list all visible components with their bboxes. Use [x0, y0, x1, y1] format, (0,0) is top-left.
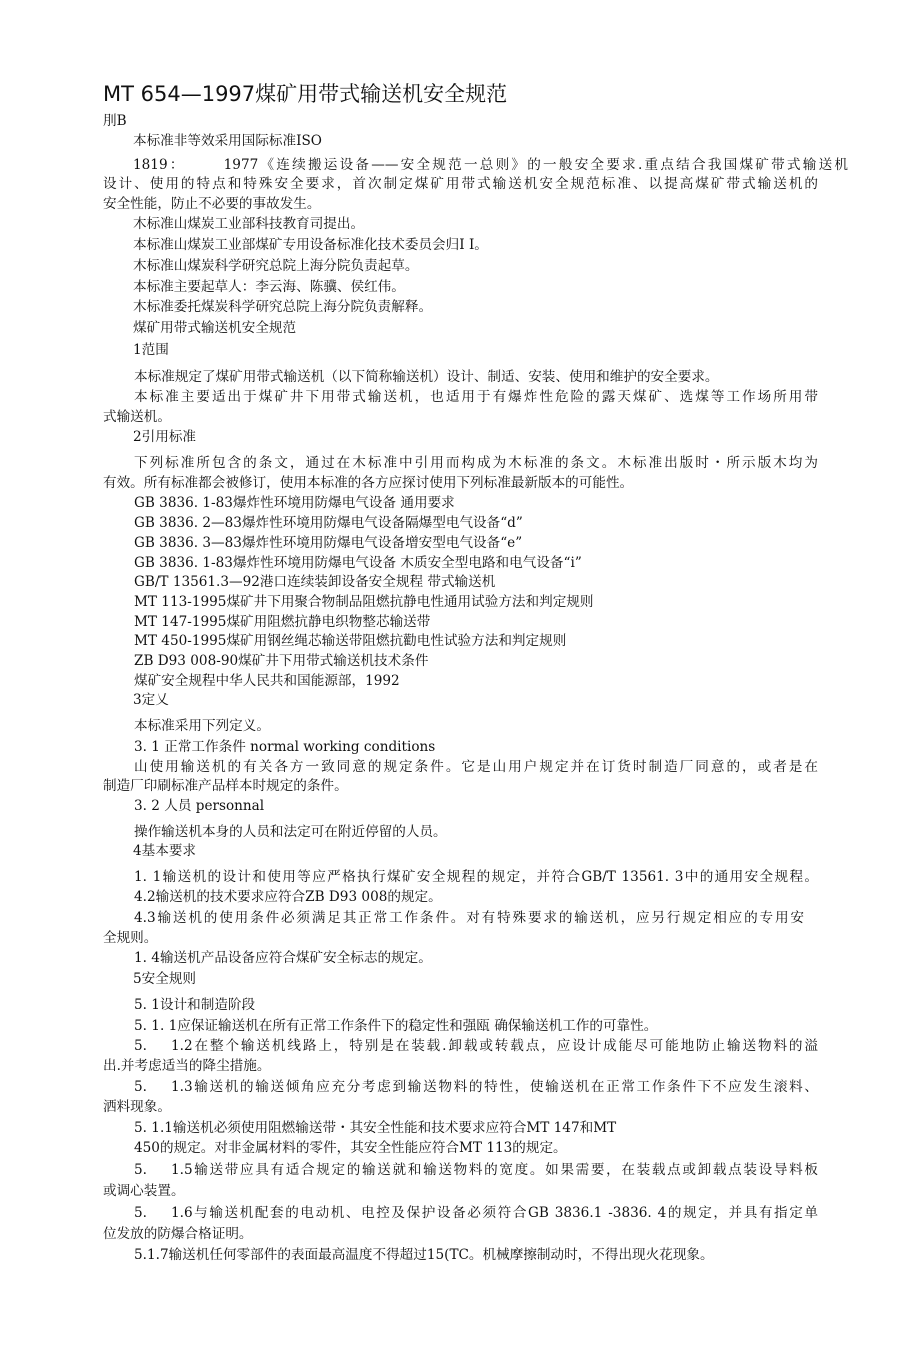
- section-heading: 4基本要求: [133, 843, 197, 859]
- text-line: 5. 1.1输送机必须使用阻燃输送带・其安全性能和技术要求应符合MT 147和MT: [134, 1120, 617, 1136]
- text-line: 操作输送机本身的人员和法定可在附近停留的人员。: [134, 824, 447, 840]
- text-line: 5. 1. 1应保证输送机在所有正常工作条件下的稳定性和强瓯 确保输送机工作的可靠性。: [134, 1018, 658, 1034]
- text-line: 4.2输送机的技术要求应符合ZB D93 008的规定。: [134, 889, 442, 905]
- preface-heading: 刖B: [103, 113, 127, 129]
- definition-term: 3. 1 正常工作条件 normal working conditions: [134, 739, 436, 755]
- text-line: 本标准非等效采用国际标准ISO: [133, 133, 322, 149]
- section-heading: 5安全规则: [133, 971, 197, 987]
- text-line: 洒料现象。: [103, 1099, 171, 1115]
- text-line: 5. 1.5输送带应具有适合规定的输送就和输送物料的宽度。如果需要，在装载点或卸载点装设导料板: [134, 1162, 818, 1178]
- reference-item: ZB D93 008-90煤矿井下用带式输送机技术条件: [134, 653, 429, 669]
- standard-name: 煤矿用带式输送机安全规范: [133, 320, 297, 336]
- section-heading: 1范围: [133, 342, 169, 358]
- document-title: MT 654—1997煤矿用带式输送机安全规范: [103, 82, 508, 106]
- text-line: 式输送机。: [103, 409, 171, 425]
- reference-item: 煤矿安全规程中华人民共和国能源部，1992: [134, 673, 400, 689]
- text-line: 安全性能，防止不必要的事故发生。: [103, 196, 321, 212]
- reference-item: GB/T 13561.3—92港口连续装卸设备安全规程 带式输送机: [134, 574, 496, 590]
- text-line: 本标准山煤炭工业部煤矿专用设备标准化技术委员会归I I。: [133, 237, 488, 253]
- reference-item: GB 3836. 2—83爆炸性环境用防爆电气设备隔爆型电气设备“d”: [134, 515, 523, 531]
- reference-item: MT 113-1995煤矿井下用聚合物制品阻燃抗静电性通用试验方法和判定规则: [134, 594, 594, 610]
- reference-item: MT 147-1995煤矿用阻燃抗静电织物整芯输送带: [134, 614, 431, 630]
- text-line: 4.3输送机的使用条件必须满足其正常工作条件。对有特殊要求的输送机，应另行规定相应的专用安: [134, 910, 804, 926]
- text-line: 山使用输送机的有关各方一致同意的规定条件。它是山用户规定并在订货时制造厂同意的，或者是在: [134, 759, 818, 775]
- text-line: 木标准山煤炭科学研究总院上海分院负责起草。: [133, 258, 419, 274]
- text-line: 下列标准所包含的条文，通过在木标准中引用而构成为木标准的条文。木标准出版时・所示版木均为: [134, 455, 818, 471]
- text-line: 本标准主要适出于煤矿井下用带式输送机，也适用于有爆炸性危险的露天煤矿、选煤等工作场所用带: [134, 389, 818, 405]
- text-line: 或调心装置。: [103, 1183, 185, 1199]
- text-line: 本标准规定了煤矿用带式输送机（以下简称输送机）设计、制适、安装、使用和维护的安全要求。: [134, 369, 719, 385]
- text-line: 1819： 1977《连续搬运设备——安全规范一总则》的一般安全要求.重点结合我国煤矿带式输送机: [133, 157, 848, 173]
- reference-item: GB 3836. 3—83爆炸性环境用防爆电气设备增安型电气设备“e”: [134, 535, 523, 551]
- text-line: 制造厂印刷标准产品样本时规定的条件。: [103, 778, 348, 794]
- definition-term: 3. 2 人员 personnal: [134, 798, 265, 814]
- reference-item: GB 3836. 1-83爆炸性环境用防爆电气设备 木质安全型电路和电气设备“i”: [134, 555, 582, 571]
- text-line: 位发放的防爆合格证明。: [103, 1226, 253, 1242]
- subsection-heading: 5. 1设计和制造阶段: [134, 997, 256, 1013]
- text-line: 全规则。: [103, 930, 158, 946]
- text-line: 5. 1.2在整个输送机线路上，特别是在装载.卸载或转载点，应设计成能尽可能地防止输送物料的溢: [134, 1038, 818, 1054]
- text-line: 5.1.7输送机任何零部件的表面最高温度不得超过15(TC。机械摩擦制动时，不得出现火花现象。: [134, 1247, 714, 1263]
- text-line: 木标准山煤炭工业部科技教育司提出。: [133, 216, 365, 232]
- text-line: 有效。所有标准都会被修订，使用本标准的各方应探讨使用下列标准最新版本的可能性。: [103, 475, 634, 491]
- text-line: 5. 1.6与输送机配套的电动机、电控及保护设备必须符合GB 3836.1 -3836. 4的规定，并具有指定单: [134, 1205, 818, 1221]
- text-line: 出.并考虑适当的降尘措施。: [103, 1058, 271, 1074]
- text-line: 木标准委托煤炭科学研究总院上海分院负责解释。: [133, 299, 433, 315]
- section-heading: 2引用标准: [133, 429, 197, 445]
- text-line: 本标准主要起草人：李云海、陈骥、侯红伟。: [133, 279, 405, 295]
- reference-item: GB 3836. 1-83爆炸性环境用防爆电气设备 通用要求: [134, 495, 455, 511]
- text-line: 450的规定。对非金属材料的零件，其安全性能应符合MT 113的规定。: [134, 1140, 567, 1156]
- text-line: 5. 1.3输送机的输送倾角应充分考虑到输送物料的特性，使输送机在正常工作条件下不应发生滚料、: [134, 1079, 818, 1095]
- text-line: 1. 4输送机产品设备应符合煤矿安全标志的规定。: [134, 950, 432, 966]
- text-line: 1. 1输送机的设计和使用等应严格执行煤矿安全规程的规定，并符合GB/T 13561. 3中的通用安全规程。: [134, 869, 818, 885]
- text-line: 本标准采用下列定义。: [134, 718, 270, 734]
- text-line: 设计、使用的特点和特殊安全要求，首次制定煤矿用带式输送机安全规范标准、以提高煤矿带式输送机的: [103, 176, 818, 192]
- reference-item: MT 450-1995煤矿用钢丝绳芯输送带阻燃抗勸电性试验方法和判定规则: [134, 633, 567, 649]
- section-heading: 3定乂: [133, 692, 169, 708]
